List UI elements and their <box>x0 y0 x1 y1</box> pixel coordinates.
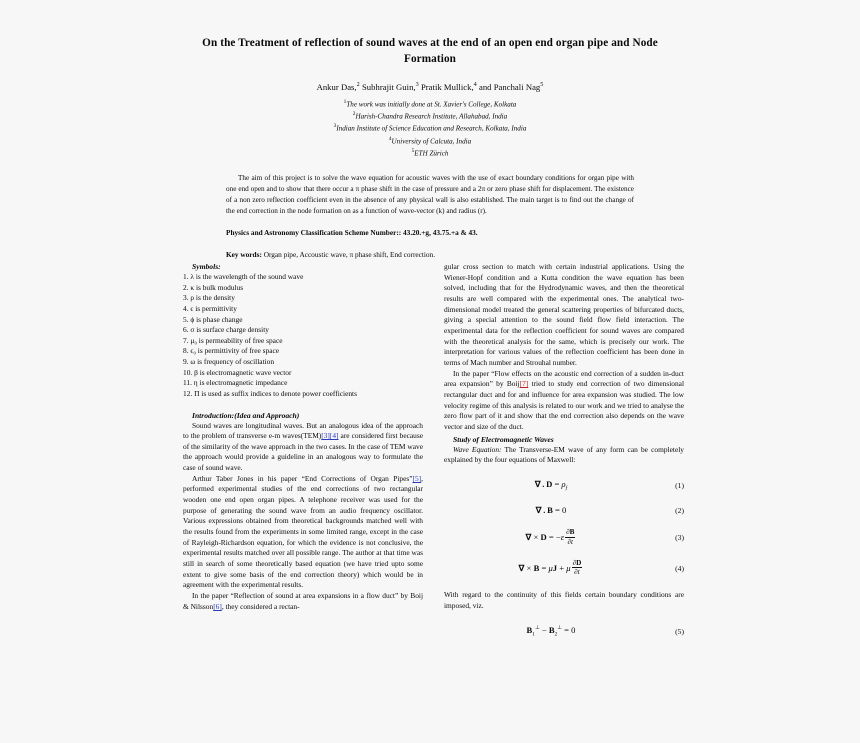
equation-3-number: (3) <box>675 533 684 543</box>
affiliation-list <box>180 98 680 160</box>
equation-2 <box>444 505 684 516</box>
symbols-heading: Symbols: <box>192 262 221 271</box>
boij-text-b: , they considered a rectan- <box>221 601 300 611</box>
list-item: 6. σ is surface charge density <box>183 325 269 335</box>
paragraph-introduction <box>183 421 423 474</box>
paragraph-flow-effects <box>444 369 684 433</box>
flow-text-b: tried to study end correction of two dimensional rectangular duct and for and influence for area expansion was studied. The low velocity regime of this analysis is related to our work and we tried to analyse the zero flow part of it and show that the end correction also depends on the wave vector and size of the duct. <box>444 379 685 431</box>
paragraph-boij-nilsson <box>183 591 423 612</box>
affiliation-3 <box>180 122 680 134</box>
equation-3-body: ∇ × D = −ε $\frac{\partial B}{\partial t}$ <box>525 528 575 546</box>
list-item: 1. λ is the wavelength of the sound wave <box>183 272 304 281</box>
wave-equation-label: Wave Equation: <box>453 444 502 454</box>
page-title: On the Treatment of reflection of sound waves at the end of an open end organ pipe and Node Formation <box>202 37 658 65</box>
list-item: 7. μ₀ is permeability of free space <box>183 335 283 345</box>
introduction-heading: Introduction:(Idea and Approach) <box>192 410 300 420</box>
equation-1-body: ∇ . $D = \rho_f$ <box>534 478 568 492</box>
abstract: The aim of this project is to solve the wave equation for acoustic waves with the use of exact boundary conditions for organ pipe with one end open and to show that there occur a π phase shift in the case of pressure and a 2π or zero phase shift for displacement. The existence of a non zero reflection coefficient even in the absence of any physical wall is also established. The main target is to find out the change of the end correction in the node formation on as a function of wave-vector (k) and radius (r). <box>226 174 634 216</box>
jones-text-b: , performed experimental studies of the end corrections of two rectangular wooden one end open organ pipes. A telephone receiver was used for the purpose of generating the sound wave from an audio frequency oscillator. Various expressions obtained from theoretical backgrounds matched well with the results found from the experiments in some limited range, except in the case of Rayleigh-Richardson equation, for which the evidence is not conclusive, the experimental results matched over all possible range. The author at that time was still in search of some theoretically based equation (we have tried upto some extent to give some basis of the end correction theory) which would be in agreement with the experimental results. <box>183 473 423 590</box>
front-matter <box>0 0 860 261</box>
right-column <box>444 262 684 651</box>
paragraph-continuation: gular cross section to match with certain industrial applications. Using the Wiener-Hopf condition and a Kutta condition the wave equation has been solved, including that for the Hydrodynamic waves, and then the theoretical results are well compared with the experimental ones. The analytical two-dimensional model treated the general scattering properties of bifurcated ducts, giving a special attention to the sound field flow field interaction. The experimental data for the reflection coefficient for sound waves are compared with the theoretical analysis for the same, which is precisely our work. The interpretation for various values of the reflection coefficient has been done in terms of Mach number and Strouhal number. <box>444 262 684 367</box>
intro-text-a: Sound waves are longitudinal waves. But an analogous idea of the approach to the problem of transverse e-m waves(TEM) <box>183 420 423 441</box>
affiliation-marker-3: 3 <box>333 123 337 130</box>
list-item: 8. ϵ₀ is permittivity of free space <box>183 346 280 356</box>
list-item: 10. β is electromagnetic wave vector <box>183 367 292 377</box>
symbols-list <box>183 272 423 400</box>
equation-1-number: (1) <box>675 480 684 490</box>
list-item: 4. ϵ is permittivity <box>183 303 237 313</box>
wave-equation-text: The Transverse-EM wave of any form can be completely explained by the four equations of Maxwell: <box>444 444 684 465</box>
affiliation-text-3: Indian Institute of Science Education and Research, Kolkata, India <box>336 124 527 133</box>
author-list: Ankur Das,$^2$ Subhrajit Guin,$^3$ Pratik Mullick,$^4$ and Panchali Nag$^5$ <box>316 80 544 92</box>
left-column <box>183 262 423 651</box>
boij-text-a: In the paper “Reflection of sound at area expansions in a flow duct” by Boij & Nilsson <box>183 591 423 611</box>
list-item: 2. κ is bulk modulus <box>183 282 244 292</box>
paragraph-wave-equation <box>444 445 684 466</box>
citation-link-6[interactable]: [6] <box>213 601 222 611</box>
affiliation-marker-1: 1 <box>343 98 347 105</box>
affiliation-marker-2: 2 <box>352 111 356 118</box>
affiliation-text-2: Harish-Chandra Research Institute, Allahabad, India <box>355 112 508 121</box>
intro-text-b: are considered first because of the similarity of the wave approach in the two cases. In the case of TEM wave the approach would provide a guideline in an analogous way to formulate the case of sound wave. <box>183 431 424 473</box>
equation-2-number: (2) <box>675 505 684 515</box>
equation-1 <box>444 479 684 492</box>
affiliation-text-4: University of Calcuta, India <box>391 137 472 146</box>
equation-4-body: ∇ × B = μJ + μ $\frac{\partial D}{\partial t}$ <box>518 559 582 577</box>
section-heading-em-waves: Study of Electromagnetic Waves <box>453 434 554 444</box>
list-item: 5. ϕ is phase change <box>183 314 243 324</box>
pacs-numbers: Physics and Astronomy Classification Scheme Number:: 43.20.+g, 43.75.+a & 43. <box>226 228 478 238</box>
equation-5-number: (5) <box>675 626 684 636</box>
affiliation-5 <box>180 147 680 159</box>
equation-3 <box>444 529 684 547</box>
citation-link-4[interactable]: [4] <box>329 431 339 441</box>
equation-2-body: ∇ . B = 0 <box>535 504 567 515</box>
affiliation-marker-4: 4 <box>388 135 392 142</box>
affiliation-text-5: ETH Zürich <box>414 149 449 158</box>
affiliation-2 <box>180 110 680 122</box>
keywords-label: Key words: <box>226 250 262 260</box>
citation-link-7[interactable]: [7] <box>519 379 529 389</box>
list-item: 3. ρ is the density <box>183 293 235 303</box>
equation-5 <box>444 625 684 638</box>
affiliation-marker-5: 5 <box>411 148 415 155</box>
keywords-value: Organ pipe, Accoustic wave, π phase shift, End correction. <box>263 250 436 260</box>
list-item: 9. ω is frequency of oscillation <box>183 357 275 366</box>
affiliation-1 <box>180 98 680 110</box>
equation-5-body: $B_1^\perp - B_2^\perp = 0$ <box>526 624 576 638</box>
paragraph-boundary-conditions: With regard to the continuity of this fields certain boundary conditions are imposed, viz. <box>444 590 684 611</box>
jones-text-a: Arthur Taber Jones in his paper “End Corrections of Organ Pipes” <box>192 473 413 483</box>
list-item: 11. η is electromagnetic impedance <box>183 378 288 388</box>
equation-4 <box>444 560 684 578</box>
flow-text-a: In the paper “Flow effects on the acoustic end correction of a sudden in-duct area expansion” by Boij <box>444 368 684 389</box>
paragraph-jones <box>183 474 423 591</box>
body-columns <box>183 262 685 651</box>
citation-link-3[interactable]: [3] <box>321 431 330 441</box>
keywords <box>226 250 634 261</box>
citation-link-5[interactable]: [5] <box>412 473 422 483</box>
affiliation-text-1: The work was initially done at St. Xavier's College, Kolkata <box>346 100 517 109</box>
affiliation-4 <box>180 135 680 147</box>
list-item: 12. Π is used as suffix indices to denote power coefficients <box>183 388 357 398</box>
equation-4-number: (4) <box>675 563 684 573</box>
